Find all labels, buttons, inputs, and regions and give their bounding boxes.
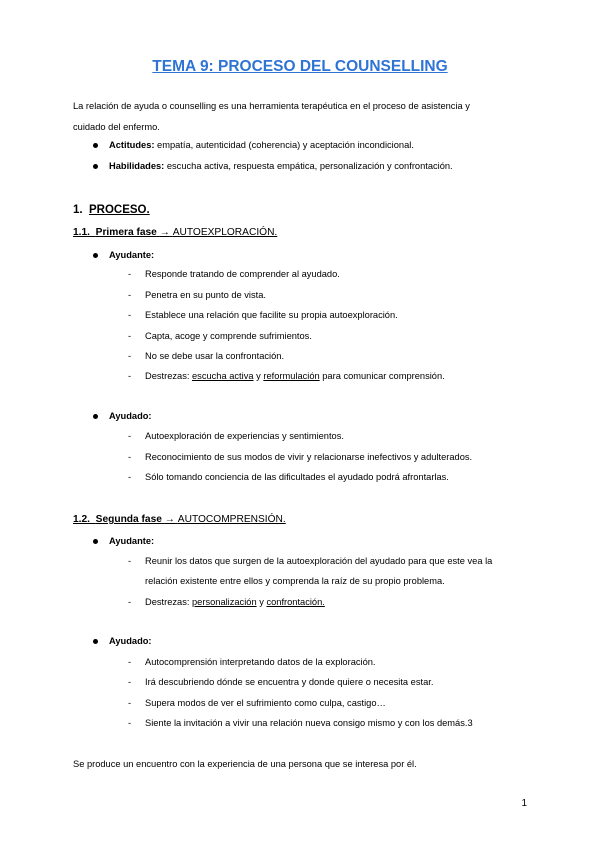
actitudes-item bbox=[109, 139, 414, 151]
closing-paragraph: Se produce un encuentro con la experiencia de una persona que se interesa por él. bbox=[73, 759, 417, 769]
bullet-icon bbox=[93, 414, 98, 419]
dash-icon: - bbox=[128, 718, 132, 728]
subsection-1-2-heading bbox=[73, 514, 286, 526]
list-item: Reconocimiento de sus modos de vivir y relacionarse inefectivos y adulterados. bbox=[145, 452, 473, 462]
list-item: Autoexploración de experiencias y sentimientos. bbox=[145, 431, 344, 441]
subsection-1-2-name: AUTOCOMPRENSIÓN. bbox=[177, 514, 286, 525]
arrow-icon: → bbox=[164, 514, 175, 525]
dash-icon: - bbox=[128, 310, 132, 320]
section-1-title: PROCESO. bbox=[88, 204, 150, 216]
subsection-1-2-label: Segunda fase bbox=[95, 514, 162, 525]
destrezas-mid: y bbox=[253, 371, 264, 381]
list-item: Sólo tomando conciencia de las dificultades el ayudado podrá afrontarlas. bbox=[145, 472, 449, 482]
ayudante-label: Ayudante: bbox=[109, 536, 155, 546]
subsection-1-2-number: 1.2. bbox=[73, 514, 90, 525]
actitudes-label: Actitudes: bbox=[109, 140, 155, 150]
subsection-1-1-number: 1.1. bbox=[73, 227, 90, 238]
skill-confrontacion: confrontación. bbox=[266, 597, 325, 607]
dash-icon: - bbox=[128, 597, 132, 607]
ayudado-label: Ayudado: bbox=[109, 636, 152, 646]
actitudes-text: empatía, autenticidad (coherencia) y aceptación incondicional. bbox=[154, 140, 414, 150]
list-item: Autocomprensión interpretando datos de la exploración. bbox=[145, 657, 376, 667]
section-1-heading bbox=[73, 204, 150, 216]
dash-icon: - bbox=[128, 331, 132, 341]
list-item: Reunir los datos que surgen de la autoexploración del ayudado para que este vea la bbox=[145, 556, 493, 566]
section-1-number: 1. bbox=[73, 204, 83, 216]
destrezas-suffix: para comunicar comprensión. bbox=[319, 371, 445, 381]
destrezas-item bbox=[145, 596, 325, 608]
dash-icon: - bbox=[128, 556, 132, 566]
list-item: No se debe usar la confrontación. bbox=[145, 351, 285, 361]
ayudado-label: Ayudado: bbox=[109, 411, 152, 421]
bullet-icon bbox=[93, 164, 98, 169]
list-item: Siente la invitación a vivir una relación nueva consigo mismo y con los demás.3 bbox=[145, 718, 473, 728]
subsection-1-1-name: AUTOEXPLORACIÓN. bbox=[172, 227, 278, 238]
skill-reformulacion: reformulación bbox=[263, 371, 320, 381]
list-item: Responde tratando de comprender al ayudado. bbox=[145, 269, 340, 279]
habilidades-text: escucha activa, respuesta empática, personalización y confrontación. bbox=[164, 161, 453, 171]
page-number: 1 bbox=[521, 798, 527, 809]
dash-icon: - bbox=[128, 351, 132, 361]
habilidades-item bbox=[109, 160, 453, 172]
habilidades-label: Habilidades: bbox=[109, 161, 165, 171]
destrezas-prefix: Destrezas: bbox=[145, 597, 193, 607]
ayudante-label: Ayudante: bbox=[109, 250, 155, 260]
arrow-icon: → bbox=[159, 227, 170, 238]
destrezas-mid: y bbox=[256, 597, 267, 607]
skill-personalizacion: personalización bbox=[192, 597, 257, 607]
list-item-continuation: relación existente entre ellos y comprenda la raíz de su propio problema. bbox=[145, 576, 445, 586]
dash-icon: - bbox=[128, 472, 132, 482]
list-item: Capta, acoge y comprende sufrimientos. bbox=[145, 331, 312, 341]
page-title: TEMA 9: PROCESO DEL COUNSELLING bbox=[152, 58, 448, 75]
intro-line-1: La relación de ayuda o counselling es una herramienta terapéutica en el proceso de asistencia y bbox=[73, 101, 470, 111]
list-item: Supera modos de ver el sufrimiento como culpa, castigo… bbox=[145, 698, 386, 708]
dash-icon: - bbox=[128, 698, 132, 708]
dash-icon: - bbox=[128, 452, 132, 462]
destrezas-item bbox=[145, 370, 445, 382]
list-item: Establece una relación que facilite su propia autoexploración. bbox=[145, 310, 398, 320]
subsection-1-1-heading bbox=[73, 227, 277, 239]
dash-icon: - bbox=[128, 269, 132, 279]
destrezas-prefix: Destrezas: bbox=[145, 371, 193, 381]
dash-icon: - bbox=[128, 431, 132, 441]
subsection-1-1-label: Primera fase bbox=[95, 227, 157, 238]
dash-icon: - bbox=[128, 657, 132, 667]
bullet-icon bbox=[93, 539, 98, 544]
list-item: Irá descubriendo dónde se encuentra y donde quiere o necesita estar. bbox=[145, 677, 434, 687]
dash-icon: - bbox=[128, 290, 132, 300]
bullet-icon bbox=[93, 143, 98, 148]
skill-escucha: escucha activa bbox=[192, 371, 254, 381]
dash-icon: - bbox=[128, 371, 132, 381]
intro-line-2: cuidado del enfermo. bbox=[73, 122, 160, 132]
list-item: Penetra en su punto de vista. bbox=[145, 290, 266, 300]
dash-icon: - bbox=[128, 677, 132, 687]
bullet-icon bbox=[93, 639, 98, 644]
bullet-icon bbox=[93, 253, 98, 258]
